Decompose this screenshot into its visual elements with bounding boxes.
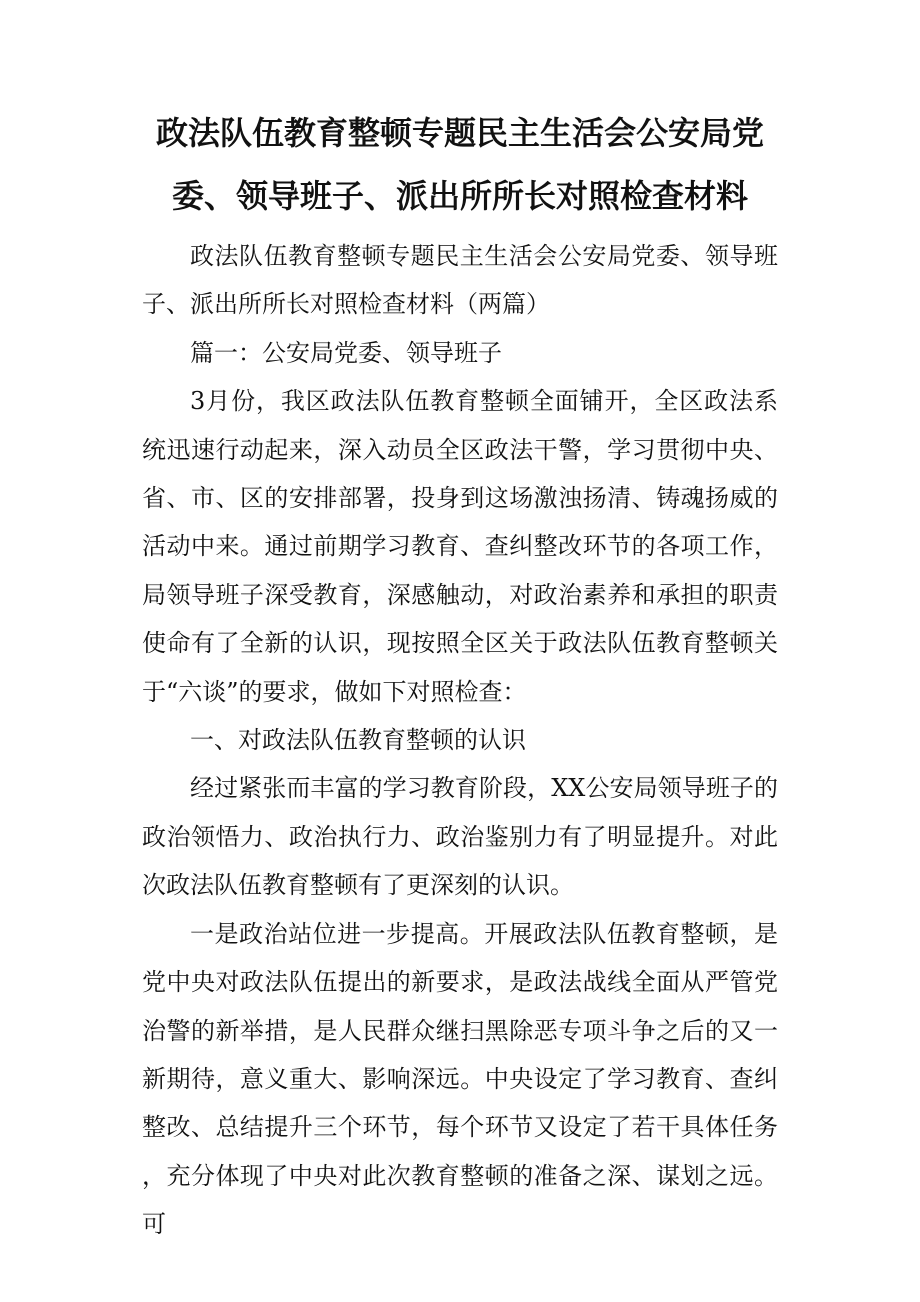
paragraph-section-one-summary: 经过紧张而丰富的学习教育阶段，XX公安局领导班子的政治领悟力、政治执行力、政治鉴别力有了明显提升。对此次政法队伍教育整顿有了更深刻的认识。	[142, 774, 778, 900]
document-title-line-1: 政法队伍教育整顿专题民主生活会公安局党	[155, 114, 764, 152]
paragraph-part-one-heading: 篇一：公安局党委、领导班子	[190, 338, 502, 367]
paragraph-section-one-heading: 一、对政法队伍教育整顿的认识	[190, 726, 526, 755]
paragraph-point-one: 一是政治站位进一步提高。开展政法队伍教育整顿，是党中央对政法队伍提出的新要求，是政法战线全面从严管党治警的新举措，是人民群众继扫黑除恶专项斗争之后的又一新期待，意义重大、影响深远。中央设定了学习教育、查纠整改、总结提升三个环节，每个环节又设定了若干具体任务，充分体现了中央对此次教育整顿的准备之深、谋划之远。可	[142, 919, 778, 1239]
paragraph-subtitle: 政法队伍教育整顿专题民主生活会公安局党委、领导班子、派出所所长对照检查材料（两篇）	[142, 242, 778, 319]
document-body	[142, 232, 778, 1249]
paragraph-intro: 3月份，我区政法队伍教育整顿全面铺开，全区政法系统迅速行动起来，深入动员全区政法干警，学习贯彻中央、省、市、区的安排部署，投身到这场激浊扬清、铸魂扬威的活动中来。通过前期学习教育、查纠整改环节的各项工作，局领导班子深受教育，深感触动，对政治素养和承担的职责使命有了全新的认识，现按照全区关于政法队伍教育整顿关于“六谈”的要求，做如下对照检查：	[142, 387, 778, 706]
document-title-line-2: 委、领导班子、派出所所长对照检查材料	[171, 177, 748, 215]
